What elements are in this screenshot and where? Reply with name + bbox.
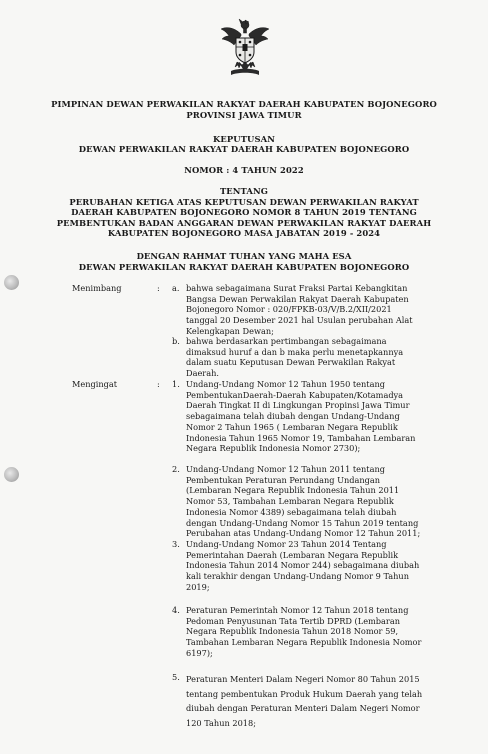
rahmat-statement (40, 251, 448, 272)
item-line: (Lembaran Negara Republik Indonesia Tahun 2011 (186, 485, 400, 496)
decision-number: NOMOR : 4 TAHUN 2022 (184, 165, 304, 175)
mengingat-item (172, 379, 448, 454)
tentang-heading: TENTANG (219, 186, 269, 196)
mengingat-item (172, 605, 448, 659)
item-line: Negara Republik Indonesia Tahun 2018 Nomor 59, (186, 626, 399, 637)
item-line: Daerah Tingkat II di Lingkungan Propinsi Jawa Timur (186, 400, 410, 411)
decision-subject (40, 197, 448, 238)
item-line: 2019; (186, 581, 210, 592)
item-line: Indonesia Nomor 4389) sebagaimana telah diubah (186, 506, 397, 517)
item-line: 6197); (186, 647, 213, 658)
item-line: Peraturan Menteri Dalam Negeri Nomor 80 Tahun 2015 (186, 674, 420, 684)
item-line: Pedoman Penyusunan Tata Tertib DPRD (Lembaran (186, 615, 400, 626)
institution-line-1: PIMPINAN DEWAN PERWAKILAN RAKYAT DAERAH KABUPATEN BOJONEGORO (51, 99, 437, 109)
item-line: dimaksud huruf a dan b maka perlu menetapkannya (186, 346, 404, 357)
mengingat-item (172, 464, 448, 539)
item-line: sebagaimana telah diubah dengan Undang-Undang (186, 411, 400, 422)
item-line: Negara Republik Indonesia Nomor 2730); (186, 443, 361, 454)
rahmat-line: DEWAN PERWAKILAN RAKYAT DAERAH KABUPATEN BOJONEGORO (78, 261, 410, 272)
item-line: dengan Undang-Undang Nomor 15 Tahun 2019 tentang (186, 517, 419, 528)
punch-hole (4, 467, 19, 482)
item-line: Pemerintahan Daerah (Lembaran Negara Republik (186, 549, 399, 560)
keputusan-title: KEPUTUSAN (213, 134, 275, 144)
item-line: Nomor 2 Tahun 1965 ( Lembaran Negara Republik (186, 421, 398, 432)
item-line: kali terakhir dengan Undang-Undang Nomor 9 Tahun (186, 571, 409, 582)
item-line: Indonesia Tahun 1965 Nomor 19, Tambahan Lembaran (186, 432, 416, 443)
item-line: bahwa sebagaimana Surat Fraksi Partai Kebangkitan (186, 283, 408, 293)
institution-line-2: PROVINSI JAWA TIMUR (186, 110, 302, 120)
item-line: Daerah. (186, 368, 219, 379)
item-line: Tambahan Lembaran Negara Republik Indonesia Nomor (186, 637, 422, 648)
item-number: 4. (172, 605, 180, 615)
item-line: 120 Tahun 2018; (186, 717, 256, 728)
menimbang-label: Menimbang (72, 283, 122, 293)
item-number: a. (172, 283, 180, 293)
item-number: 5. (172, 672, 180, 682)
decision-subject-line: DAERAH KABUPATEN BOJONEGORO NOMOR 8 TAHUN 2019 TENTANG (71, 207, 417, 218)
keputusan-issuer: DEWAN PERWAKILAN RAKYAT DAERAH KABUPATEN BOJONEGORO (78, 144, 410, 154)
item-line: Nomor 53, Tambahan Lembaran Negara Republik (186, 496, 394, 507)
item-line: Perubahan atas Undang-Undang Nomor 12 Tahun 2011; (186, 528, 421, 539)
decision-subject-line: PEMBENTUKAN BADAN ANGGARAN DEWAN PERWAKILAN RAKYAT DAERAH (56, 217, 432, 228)
item-number: 3. (172, 539, 180, 549)
menimbang-item (172, 283, 448, 337)
punch-hole (4, 275, 19, 290)
item-line: Undang-Undang Nomor 12 Tahun 2011 tentang (186, 464, 385, 474)
item-line: bahwa berdasarkan pertimbangan sebagaimana (186, 336, 387, 346)
mengingat-item (172, 539, 448, 593)
item-line: Indonesia Tahun 2014 Nomor 244) sebagaimana diubah (186, 560, 420, 571)
menimbang-colon: : (157, 283, 160, 293)
decision-subject-line: KABUPATEN BOJONEGORO MASA JABATAN 2019 - 2024 (107, 227, 381, 238)
garuda-emblem-icon (219, 18, 271, 80)
item-line: Bangsa Dewan Perwakilan Rakyat Daerah Kabupaten (186, 293, 409, 304)
decision-subject-line: PERUBAHAN KETIGA ATAS KEPUTUSAN DEWAN PERWAKILAN RAKYAT (69, 197, 419, 207)
mengingat-label: Mengingat (72, 379, 118, 389)
item-line: Undang-Undang Nomor 23 Tahun 2014 Tentang (186, 539, 387, 549)
item-line: tanggal 20 Desember 2021 hal Usulan perubahan Alat (186, 315, 413, 326)
item-line: Bojonegoro Nomor : 020/FPKB-03/V/B.2/XII/2021 (186, 304, 392, 315)
mengingat-item (172, 672, 448, 730)
item-number: 2. (172, 464, 180, 474)
item-number: b. (172, 336, 180, 346)
item-line: Undang-Undang Nomor 12 Tahun 1950 tentang (186, 379, 385, 389)
item-line: diubah dengan Peraturan Menteri Dalam Negeri Nomor (186, 703, 420, 713)
item-line: PembentukanDaerah-Daerah Kabupaten/Kotamadya (186, 389, 404, 400)
item-number: 1. (172, 379, 180, 389)
item-line: dalam suatu Keputusan Dewan Perwakilan Rakyat (186, 357, 396, 368)
menimbang-item (172, 336, 448, 379)
item-line: Pembentukan Peraturan Perundang Undangan (186, 474, 381, 485)
item-line: Kelengkapan Dewan; (186, 325, 274, 336)
mengingat-colon: : (157, 379, 160, 389)
item-line: Peraturan Pemerintah Nomor 12 Tahun 2018 tentang (186, 605, 409, 615)
rahmat-line: DENGAN RAHMAT TUHAN YANG MAHA ESA (136, 251, 352, 261)
item-line: tentang pembentukan Produk Hukum Daerah yang telah (186, 688, 423, 699)
